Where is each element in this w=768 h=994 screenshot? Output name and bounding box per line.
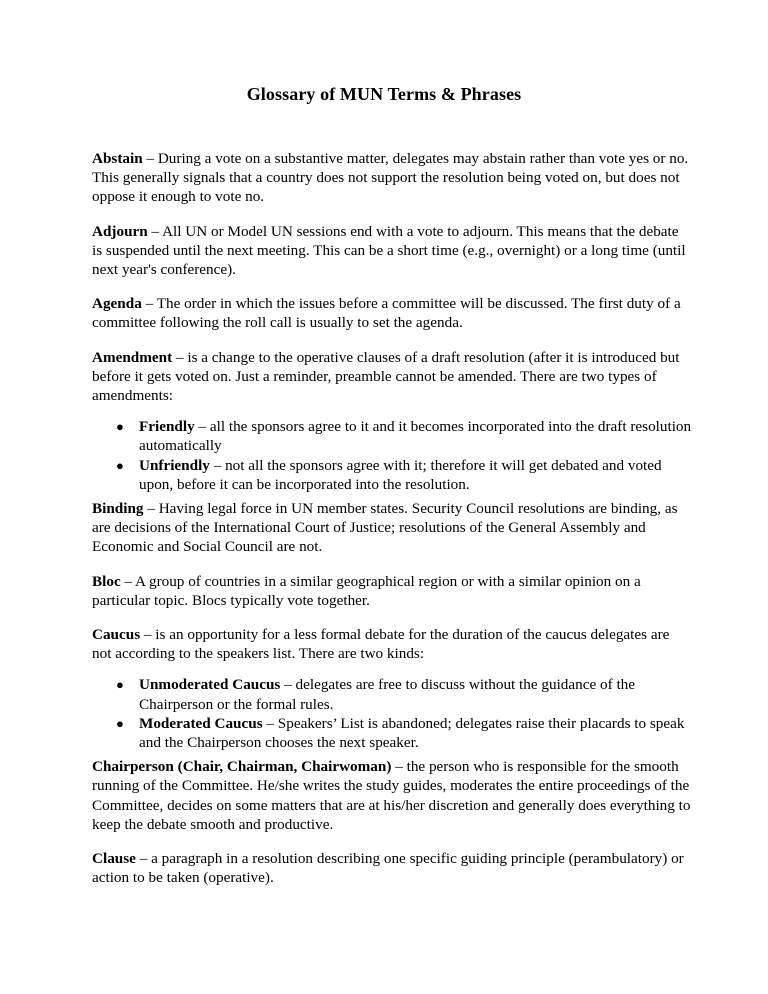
entry-term: Unfriendly <box>139 456 210 474</box>
caucus-types-list <box>92 675 692 752</box>
entry-definition: a paragraph in a resolution describing one specific guiding principle (perambulatory) or action to be taken (operative). <box>92 850 684 887</box>
entry-definition: all the sponsors agree to it and it becomes incorporated into the draft resolution automatically <box>139 418 692 455</box>
entry-term: Unmoderated Caucus <box>139 676 281 694</box>
glossary-entry-caucus: Caucus – is an opportunity for a less formal debate for the duration of the caucus delegates are not according to the speakers list. There are two kinds: <box>92 626 670 663</box>
entry-term: Binding <box>92 500 144 518</box>
entry-term: Abstain <box>92 150 143 167</box>
bullet-icon: ● <box>116 715 124 731</box>
entry-definition: Having legal force in UN member states. Security Council resolutions are binding, as are decisions of the International Court of Justice; resolutions of the General Assembly and Economic and Social Council are not. <box>92 500 678 556</box>
glossary-entry-amendment: Amendment – is a change to the operative clauses of a draft resolution (after it is introduced but before it gets voted on. Just a reminder, preamble cannot be amended. There are two types of amendments: <box>92 348 680 405</box>
glossary-entry-agenda: Agenda – The order in which the issues before a committee will be discussed. The first duty of a committee following the roll call is usually to set the agenda. <box>92 295 681 332</box>
entry-definition: the person who is responsible for the smooth running of the Committee. He/she writes the study guides, moderates the entire proceedings of the Committee, decides on some matters that are at his/her discretion and generally does everything to keep the debate smooth and productive. <box>92 758 691 833</box>
entry-definition: Speakers’ List is abandoned; delegates raise their placards to speak and the Chairperson chooses the next speaker. <box>139 714 685 752</box>
glossary-entry-bloc: Bloc – A group of countries in a similar geographical region or with a similar opinion on a particular topic. Blocs typically vote together. <box>92 572 641 609</box>
entry-definition: The order in which the issues before a committee will be discussed. The first duty of a committee following the roll call is usually to set the agenda. <box>92 295 681 332</box>
entry-term: Caucus <box>92 626 141 644</box>
entry-term: Bloc <box>92 572 121 590</box>
entry-term: Adjourn <box>92 222 148 240</box>
entry-definition: not all the sponsors agree with it; therefore it will get debated and voted upon, before it can be incorporated into the resolution. <box>139 456 662 493</box>
list-item-friendly: ● Friendly – all the sponsors agree to it and it becomes incorporated into the draft resolution automatically <box>116 418 692 455</box>
entry-definition: is a change to the operative clauses of a draft resolution (after it is introduced but before it gets voted on. Just a reminder, preamble cannot be amended. There are two types of amendments: <box>92 348 680 405</box>
list-item-unfriendly: ● Unfriendly – not all the sponsors agree with it; therefore it will get debated and voted upon, before it can be incorporated into the resolution. <box>116 456 662 493</box>
entry-term: Clause <box>92 850 136 868</box>
entry-definition: All UN or Model UN sessions end with a vote to adjourn. This means that the debate is suspended until the next meeting. This can be a short time (e.g., overnight) or a long time (until next year's conference). <box>92 222 686 279</box>
page-title: Glossary of MUN Terms & Phrases <box>246 84 522 104</box>
glossary-entry-clause: Clause – a paragraph in a resolution describing one specific guiding principle (perambulatory) or action to be taken (operative). <box>92 850 684 887</box>
glossary-entry-binding: Binding – Having legal force in UN member states. Security Council resolutions are binding, as are decisions of the International Court of Justice; resolutions of the General Assembly and Economic and Social Council are not. <box>92 500 678 556</box>
bullet-icon: ● <box>116 457 124 473</box>
list-item-moderated-caucus: ● Moderated Caucus – Speakers’ List is abandoned; delegates raise their placards to speak and the Chairperson chooses the next speaker. <box>116 714 685 752</box>
list-item-unmoderated-caucus: ● Unmoderated Caucus – delegates are free to discuss without the guidance of the Chairperson or the formal rules. <box>116 676 636 713</box>
amendment-types-list <box>92 417 692 494</box>
entry-term: Friendly <box>139 418 195 436</box>
entry-term: Chairperson (Chair, Chairman, Chairwoman) <box>92 758 392 776</box>
entry-definition: is an opportunity for a less formal debate for the duration of the caucus delegates are not according to the speakers list. There are two kinds: <box>92 626 670 663</box>
entry-term: Agenda <box>92 295 142 313</box>
entry-definition: delegates are free to discuss without the guidance of the Chairperson or the formal rules. <box>139 676 636 713</box>
glossary-entry-abstain: Abstain – During a vote on a substantive matter, delegates may abstain rather than vote yes or no. This generally signals that a country does not support the resolution being voted on, but does not oppose it enough to vote no. <box>92 150 689 206</box>
glossary-entry-adjourn: Adjourn – All UN or Model UN sessions end with a vote to adjourn. This means that the debate is suspended until the next meeting. This can be a short time (e.g., overnight) or a long time (until next year's conference). <box>92 222 686 279</box>
bullet-icon: ● <box>116 677 124 693</box>
glossary-entry-chairperson: Chairperson (Chair, Chairman, Chairwoman) – the person who is responsible for the smooth running of the Committee. He/she writes the study guides, moderates the entire proceedings of the Committee, decides on some matters that are at his/her discretion and generally does everything to keep the debate smooth and productive. <box>92 758 691 833</box>
bullet-icon: ● <box>116 419 124 435</box>
entry-definition: During a vote on a substantive matter, delegates may abstain rather than vote yes or no. This generally signals that a country does not support the resolution being voted on, but does not oppose it enough to vote no. <box>92 150 689 206</box>
entry-definition: A group of countries in a similar geographical region or with a similar opinion on a particular topic. Blocs typically vote together. <box>92 572 641 609</box>
entry-term: Amendment <box>92 348 173 366</box>
entry-term: Moderated Caucus <box>139 714 263 732</box>
glossary-list <box>92 149 692 903</box>
